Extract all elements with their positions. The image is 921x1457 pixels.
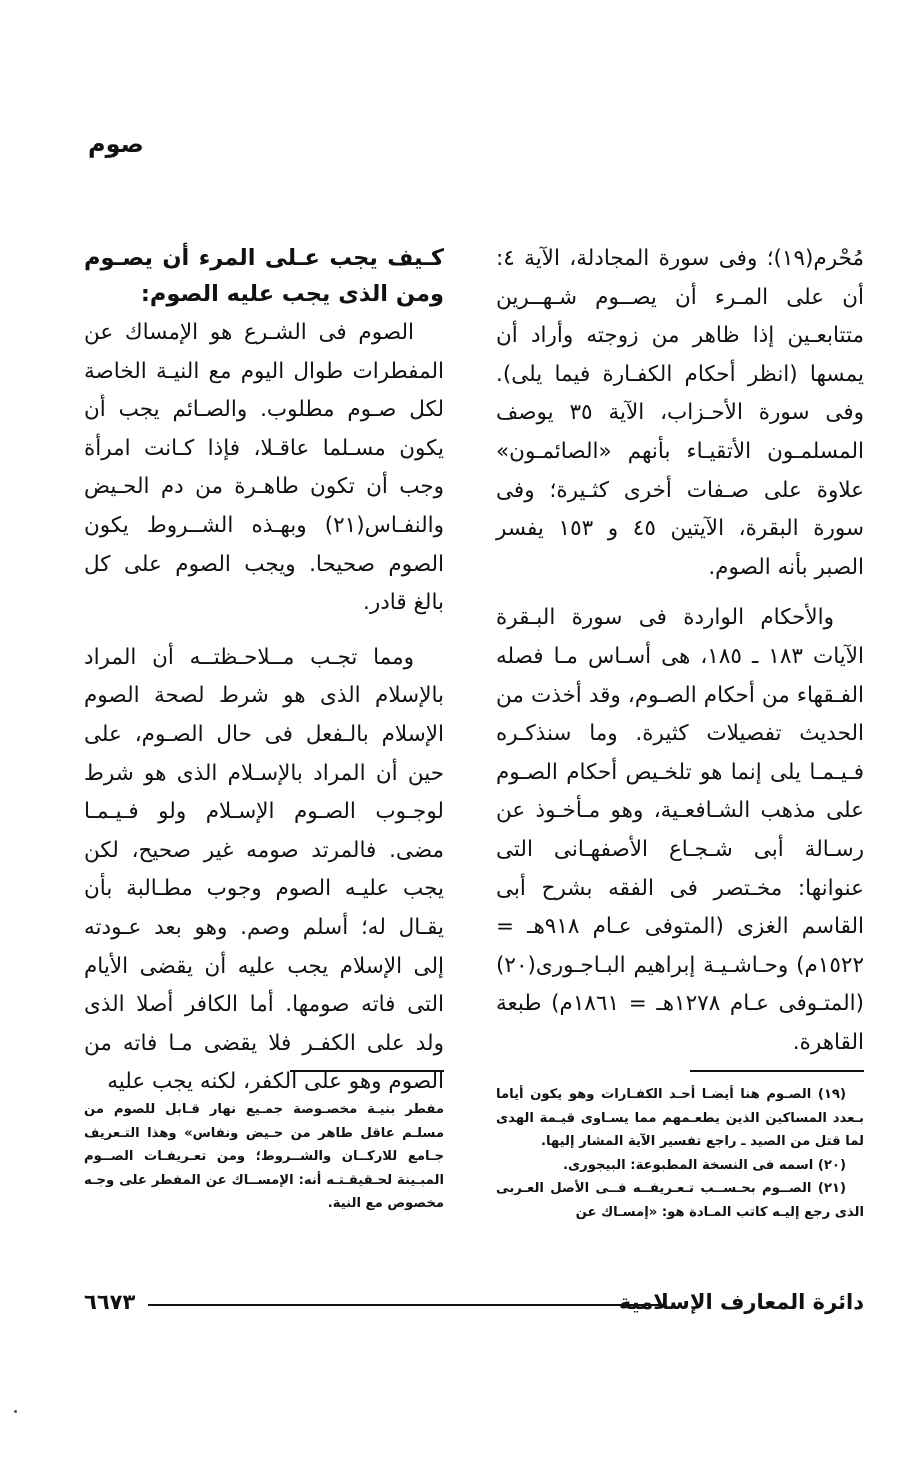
footnote-divider-left [290, 1070, 444, 1072]
footer-title: دائرة المعارف الإسلامية [618, 1290, 864, 1314]
footer-rule [148, 1304, 664, 1306]
right-column [496, 240, 864, 1062]
footnote-21-continued: مفطر بنيـة مخصـوصة جمـيع نهار قـابل للصوم من مسلـم عاقل طاهر من حـيض ونفاس» وهذا التـعريف جـامع للاركــان والشــروط؛ ومن تعـريفـات الصــوم المبـينة لحـقيقـتـه أنه: الإمســاك عن المفطر على وجـه مخصوص مع النية. [84, 1102, 444, 1211]
footnotes-right [496, 1083, 864, 1224]
page-footer [84, 1290, 864, 1320]
footnote-19: (١٩) الصـوم هنا أيضـا أحـد الكفـارات وهو يكون أياما بـعدد المساكين الذين يطعـمهم مما يسـاوى قيـمة الهدى لما قتل من الصيد ـ راجع تفسير الآية المشار إليها. [496, 1087, 864, 1149]
footnote-continuation [84, 1098, 444, 1216]
left-column [84, 240, 444, 1102]
right-column-paragraph-1: مُحْرم(١٩)؛ وفى سورة المجادلة، الآية ٤: أن على المـرء أن يصــوم شـهــرين متتابعـين إذا ظاهر من زوجته وأراد أن يمسها (انظر أحكام الكفـارة فيما يلى). وفى سورة الأحـزاب، الآية ٣٥ يوصف المسلمـون الأتقيـاء بأنهم «الصائمـون» علاوة على صـفات أخرى كثـيرة؛ وفى سورة البقرة، الآيتين ٤٥ و ١٥٣ يفسر الصبر بأنه الصوم. [496, 246, 865, 580]
scan-speck [14, 1410, 17, 1413]
right-column-paragraph-2: والأحكام الواردة فى سورة البـقرة الآيات ١٨٣ ـ ١٨٥، هى أسـاس مـا فصله الفـقهاء من أحكام الصـوم، وقد أخذت من الحديث تفصيلات كثيرة. وما سنذكـره فـيـمـا يلى إنما هو تلخـيص أحكام الصـوم على مذهب الشـافعـية، وهو مـأخـوذ عن رسـالة أبى شـجـاع الأصفهـانى التى عنوانها: مخـتصر فى الفقه بشرح أبى القاسم الغزى (المتوفى عـام ٩١٨هـ = ١٥٢٢م) وحـاشـيـة إبراهيم البـاجـورى(٢٠) (المتـوفى عـام ١٢٧٨هـ = ١٨٦١م) طبعة القاهرة. [496, 605, 864, 1055]
footnote-20: (٢٠) اسمه فى النسخة المطبوعة: البيجورى. [563, 1157, 846, 1173]
left-column-paragraph-1: الصوم فى الشـرع هو الإمساك عن المفطرات طوال اليوم مع النيـة الخاصة لكل صـوم مطلوب. والصـائم يجب أن يكون مسـلما عاقـلا، فإذا كـانت امرأة وجب أن تكون طاهـرة من دم الحـيض والنفـاس(٢١) وبهـذه الشــروط يكون الصوم صحيحا. ويجب الصوم على كل بالغ قادر. [84, 320, 444, 616]
left-column-paragraph-2: ومما تجـب مــلاحـظتــه أن المراد بالإسلام الذى هو شرط لصحة الصوم الإسلام بالـفعل فى حال الصـوم، على حين أن المراد بالإسـلام الذى هو شرط لوجـوب الصـوم الإسـلام ولو فـيـمـا مضى. فالمرتد صومه غير صحيح، لكن يجب عليـه الصوم وجوب مطـالبة بأن يقـال له؛ أسلم وصم. وهو بعد عـودته إلى الإسلام يجب عليه أن يقضى الأيام التى فاته صومها. أما الكافر أصلا الذى ولد على الكفـر فلا يقضى مـا فاته من الصوم وهو على الكفر، لكنه يجب عليه [84, 644, 444, 1095]
footnote-21: (٢١) الصــوم بحـســب تـعـريفــه فــى الأصل العـربى الذى رجع إليـه كاتب المـادة هو: «إمسـاك عن [496, 1181, 864, 1220]
footnote-divider-right [690, 1070, 864, 1072]
section-heading: كـيف يجب عـلى المرء أن يصـوم ومن الذى يجب عليه الصوم: [84, 245, 444, 307]
running-head: صوم [88, 130, 144, 158]
page-number: ٦٦٧٣ [84, 1290, 136, 1314]
